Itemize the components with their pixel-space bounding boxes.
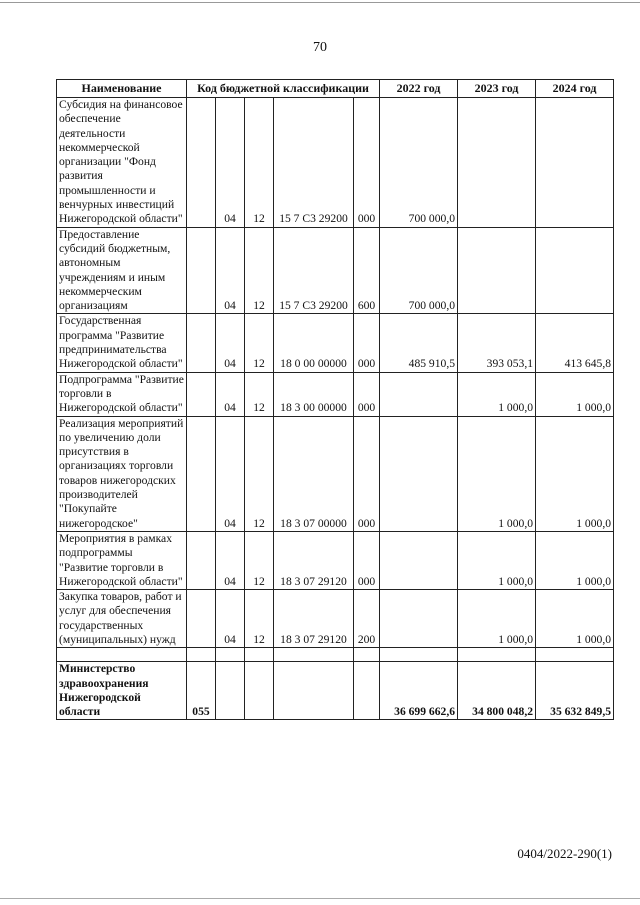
row-code-target: 18 3 00 00000 [274,372,354,416]
row-name: Реализация мероприятий по увеличению доли присутствия в организациях торговли товаров нижегородских производителей "Покупайте нижегородское" [57,416,187,531]
row-value-2023: 34 800 048,2 [458,662,536,720]
row-value-2023: 1 000,0 [458,372,536,416]
row-code-subsection: 12 [245,227,274,314]
table-row [57,227,614,314]
row-value-2023: 393 053,1 [458,314,536,372]
budget-table [56,79,614,720]
table-row [57,98,614,228]
row-code-expense-type: 000 [354,98,380,228]
header-2024: 2024 год [536,80,614,98]
row-value-2024: 1 000,0 [536,416,614,531]
table-spacer-row [57,648,614,662]
row-code-section: 04 [216,590,245,648]
row-value-2024: 35 632 849,5 [536,662,614,720]
row-value-2023: 1 000,0 [458,531,536,589]
row-value-2022 [380,416,458,531]
spacer-cell [245,648,274,662]
row-code-section: 04 [216,372,245,416]
row-code-subsection: 12 [245,531,274,589]
table-row [57,590,614,648]
header-code: Код бюджетной классификации [187,80,380,98]
row-code-target: 18 3 07 29120 [274,590,354,648]
row-code-ministry [187,372,216,416]
spacer-cell [187,648,216,662]
header-name: Наименование [57,80,187,98]
row-name: Министерство здравоохранения Нижегородской области [57,662,187,720]
row-code-ministry [187,227,216,314]
row-code-expense-type: 000 [354,531,380,589]
spacer-cell [536,648,614,662]
row-code-expense-type: 600 [354,227,380,314]
table-row [57,372,614,416]
row-code-ministry [187,416,216,531]
row-code-section: 04 [216,314,245,372]
row-value-2023: 1 000,0 [458,416,536,531]
row-code-section: 04 [216,416,245,531]
spacer-cell [458,648,536,662]
row-code-expense-type: 000 [354,314,380,372]
row-value-2022: 36 699 662,6 [380,662,458,720]
row-code-subsection: 12 [245,314,274,372]
row-name: Мероприятия в рамках подпрограммы "Развитие торговли в Нижегородской области" [57,531,187,589]
row-value-2023 [458,98,536,228]
spacer-cell [380,648,458,662]
row-value-2022: 700 000,0 [380,98,458,228]
row-value-2024: 1 000,0 [536,531,614,589]
table-row [57,314,614,372]
header-2023: 2023 год [458,80,536,98]
row-code-subsection: 12 [245,98,274,228]
table-row [57,531,614,589]
row-value-2024 [536,98,614,228]
row-name: Субсидия на финансовое обеспечение деятельности некоммерческой организации "Фонд развития промышленности и венчурных инвестиций Нижегородской области" [57,98,187,228]
row-code-subsection [245,662,274,720]
row-code-ministry [187,98,216,228]
row-name: Государственная программа "Развитие предпринимательства Нижегородской области" [57,314,187,372]
row-value-2022 [380,372,458,416]
row-name: Предоставление субсидий бюджетным, автономным учреждениям и иным некоммерческим организациям [57,227,187,314]
spacer-cell [354,648,380,662]
row-code-target [274,662,354,720]
row-code-subsection: 12 [245,372,274,416]
row-code-ministry [187,314,216,372]
row-value-2024: 1 000,0 [536,590,614,648]
row-value-2024: 413 645,8 [536,314,614,372]
row-code-section: 04 [216,227,245,314]
row-code-target: 15 7 С3 29200 [274,98,354,228]
page-number: 70 [313,40,327,55]
row-code-target: 18 3 07 00000 [274,416,354,531]
bottom-border-line [0,898,640,899]
row-code-expense-type [354,662,380,720]
table-row [57,416,614,531]
row-code-expense-type: 000 [354,372,380,416]
row-value-2023 [458,227,536,314]
table-row-ministry-total [57,662,614,720]
row-value-2024: 1 000,0 [536,372,614,416]
row-code-target: 15 7 С3 29200 [274,227,354,314]
row-code-subsection: 12 [245,590,274,648]
spacer-cell [57,648,187,662]
row-code-target: 18 0 00 00000 [274,314,354,372]
row-value-2022 [380,531,458,589]
table-header-row [57,80,614,98]
row-code-section: 04 [216,98,245,228]
row-code-section: 04 [216,531,245,589]
row-code-ministry: 055 [187,662,216,720]
header-2022: 2022 год [380,80,458,98]
row-name: Закупка товаров, работ и услуг для обеспечения государственных (муниципальных) нужд [57,590,187,648]
row-code-ministry [187,531,216,589]
row-value-2024 [536,227,614,314]
row-value-2022: 700 000,0 [380,227,458,314]
row-code-target: 18 3 07 29120 [274,531,354,589]
row-value-2022: 485 910,5 [380,314,458,372]
row-value-2022 [380,590,458,648]
spacer-cell [216,648,245,662]
row-code-ministry [187,590,216,648]
row-value-2023: 1 000,0 [458,590,536,648]
document-id: 0404/2022-290(1) [517,846,612,861]
top-border-line [0,2,640,3]
row-code-subsection: 12 [245,416,274,531]
spacer-cell [274,648,354,662]
row-code-section [216,662,245,720]
row-name: Подпрограмма "Развитие торговли в Нижегородской области" [57,372,187,416]
row-code-expense-type: 200 [354,590,380,648]
row-code-expense-type: 000 [354,416,380,531]
